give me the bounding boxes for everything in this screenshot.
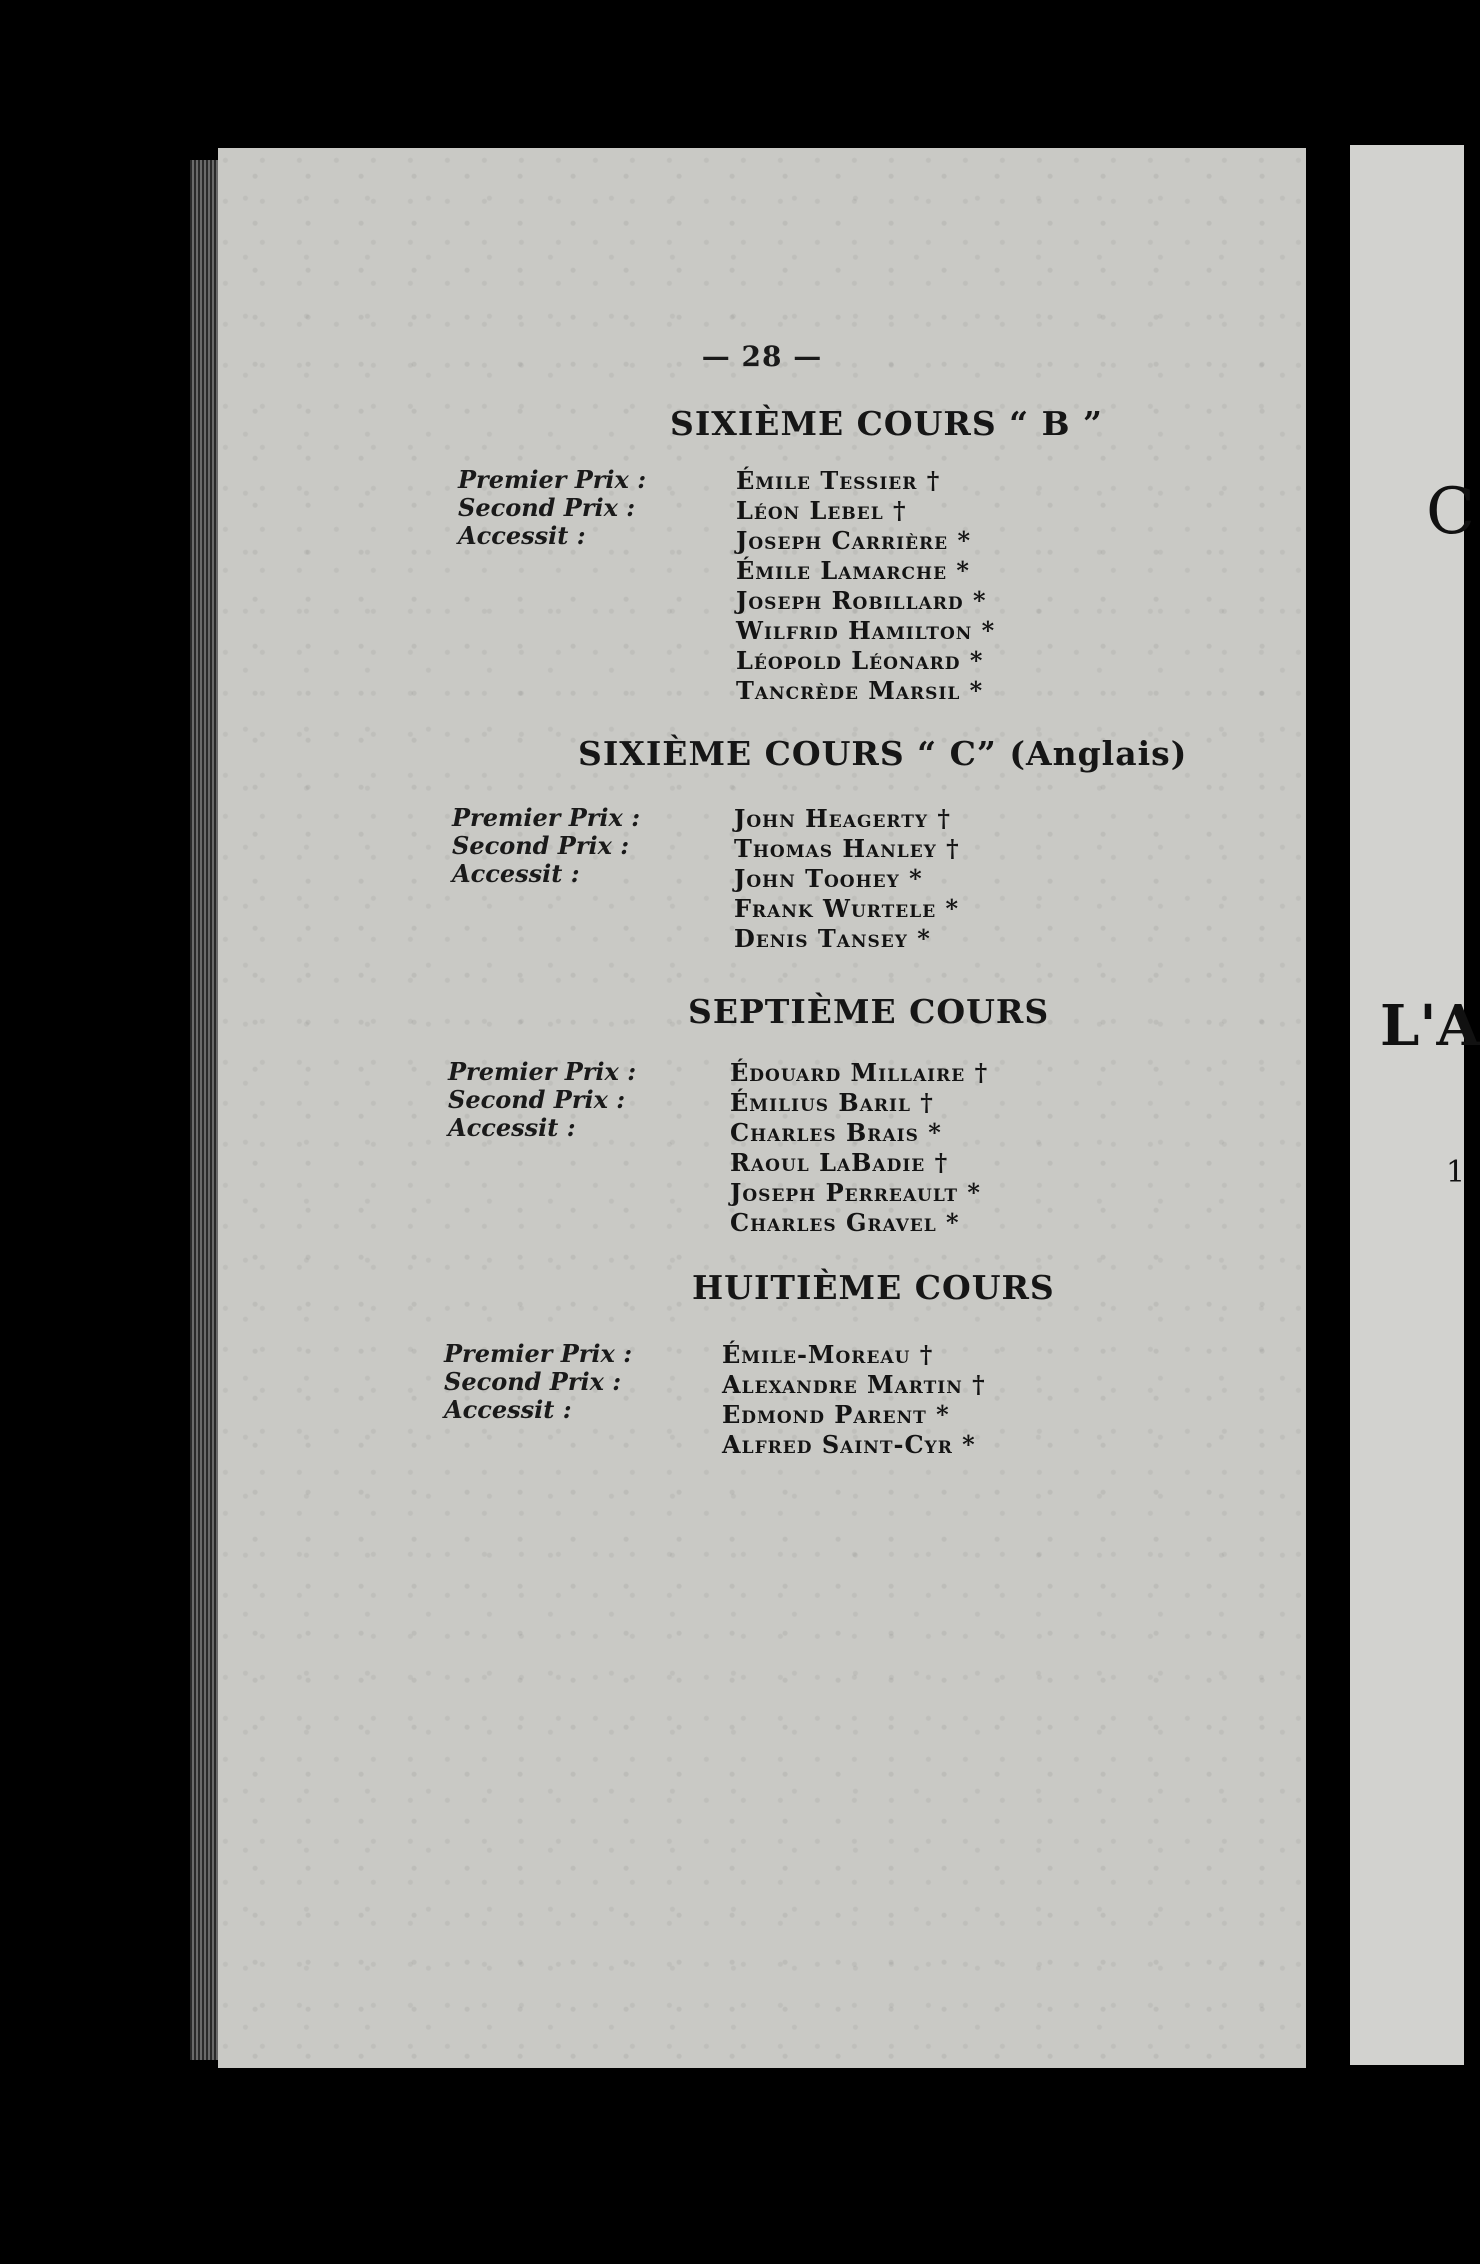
book-page [218, 148, 1306, 2068]
label-second-prix: Second Prix : [458, 493, 636, 522]
section-title-huitieme: HUITIÈME COURS [692, 1268, 1055, 1307]
student-name: Léopold Léonard * [736, 646, 984, 675]
student-name: Joseph Carrière * [736, 526, 972, 555]
section-title-sixieme-c: SIXIÈME COURS “ C” (Anglais) [578, 734, 1188, 773]
facing-page-fragment: C [1426, 475, 1475, 549]
student-name: Thomas Hanley † [734, 834, 960, 863]
label-premier-prix: Premier Prix : [444, 1339, 633, 1368]
label-premier-prix: Premier Prix : [458, 465, 647, 494]
label-accessit: Accessit : [444, 1395, 572, 1424]
student-name: Tancrède Marsil * [736, 676, 984, 705]
student-name: Joseph Robillard * [736, 586, 987, 615]
student-name: Émile Tessier † [736, 466, 941, 495]
names-huitieme [722, 1340, 986, 1460]
prize-labels-sixieme-b [458, 466, 646, 550]
student-name: Émile-Moreau † [722, 1340, 934, 1369]
label-accessit: Accessit : [458, 521, 586, 550]
page-number: — 28 — [701, 340, 823, 373]
student-name: Edmond Parent * [722, 1400, 950, 1429]
names-sixieme-b [736, 466, 995, 706]
names-septieme [730, 1058, 988, 1238]
student-name: Alexandre Martin † [722, 1370, 986, 1399]
student-name: Wilfrid Hamilton * [736, 616, 996, 645]
student-name: Émilius Baril † [730, 1088, 934, 1117]
label-premier-prix: Premier Prix : [448, 1057, 637, 1086]
facing-page-fragment: 1 [1446, 1155, 1466, 1190]
prize-labels-septieme [448, 1058, 636, 1142]
label-accessit: Accessit : [448, 1113, 576, 1142]
section-title-sixieme-b: SIXIÈME COURS “ B ” [670, 404, 1103, 443]
label-second-prix: Second Prix : [452, 831, 630, 860]
section-title-septieme: SEPTIÈME COURS [688, 992, 1050, 1031]
student-name: Joseph Perreault * [730, 1178, 981, 1207]
student-name: Charles Gravel * [730, 1208, 960, 1237]
student-name: Édouard Millaire † [730, 1058, 989, 1087]
names-sixieme-c [734, 804, 960, 954]
student-name: Denis Tansey * [734, 924, 931, 953]
label-second-prix: Second Prix : [444, 1367, 622, 1396]
prize-labels-huitieme [444, 1340, 632, 1424]
student-name: Charles Brais * [730, 1118, 942, 1147]
student-name: Léon Lebel † [736, 496, 907, 525]
student-name: Frank Wurtele * [734, 894, 960, 923]
student-name: Émile Lamarche * [736, 556, 970, 585]
label-second-prix: Second Prix : [448, 1085, 626, 1114]
student-name: Raoul LaBadie † [730, 1148, 949, 1177]
facing-page [1350, 145, 1480, 2065]
student-name: John Toohey * [734, 864, 923, 893]
prize-labels-sixieme-c [452, 804, 640, 888]
student-name: Alfred Saint-Cyr * [722, 1430, 976, 1459]
student-name: John Heagerty † [734, 804, 951, 833]
facing-page-fragment: L'A [1380, 993, 1480, 1059]
label-premier-prix: Premier Prix : [452, 803, 641, 832]
label-accessit: Accessit : [452, 859, 580, 888]
